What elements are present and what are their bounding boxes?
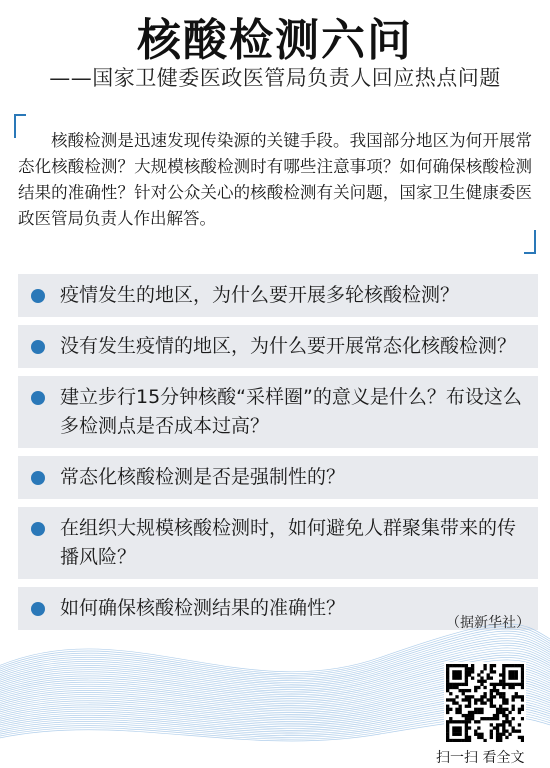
question-text: 常态化核酸检测是否是强制性的？ <box>60 466 346 488</box>
bullet-dot-icon <box>31 471 45 485</box>
question-list <box>18 274 538 630</box>
page-subtitle: ——国家卫健委医政医管局负责人回应热点问题 <box>49 66 501 90</box>
question-text: 没有发生疫情的地区，为什么要开展常态化核酸检测？ <box>60 335 517 357</box>
source-credit: （据新华社） <box>446 615 530 631</box>
question-text: 在组织大规模核酸检测时，如何避免人群聚集带来的传播风险？ <box>60 517 517 568</box>
bullet-dot-icon <box>31 391 45 405</box>
question-text: 如何确保核酸检测结果的准确性？ <box>60 597 346 619</box>
question-item <box>18 507 538 579</box>
question-item <box>18 376 538 448</box>
bullet-dot-icon <box>31 289 45 303</box>
intro-text: 核酸检测是迅速发现传染源的关键手段。我国部分地区为何开展常态化核酸检测？大规模核酸检测时有哪些注意事项？如何确保核酸检测结果的准确性？针对公众关心的核酸检测有关问题，国家卫生健康委医政医管局负责人作出解答。 <box>18 131 532 228</box>
bullet-dot-icon <box>31 522 45 536</box>
page-title: 核酸检测六问 <box>137 15 413 66</box>
bullet-dot-icon <box>31 340 45 354</box>
intro-box <box>14 114 536 254</box>
question-text: 疫情发生的地区，为什么要开展多轮核酸检测？ <box>60 284 460 306</box>
bracket-bottom-right <box>524 230 536 254</box>
question-item <box>18 456 538 499</box>
question-item <box>18 274 538 317</box>
qr-code-icon[interactable] <box>444 662 526 744</box>
qr-caption: 扫一扫 看全文 <box>436 750 525 766</box>
question-text: 建立步行15分钟核酸“采样圈”的意义是什么？布设这么多检测点是否成本过高？ <box>60 386 522 437</box>
question-item <box>18 325 538 368</box>
